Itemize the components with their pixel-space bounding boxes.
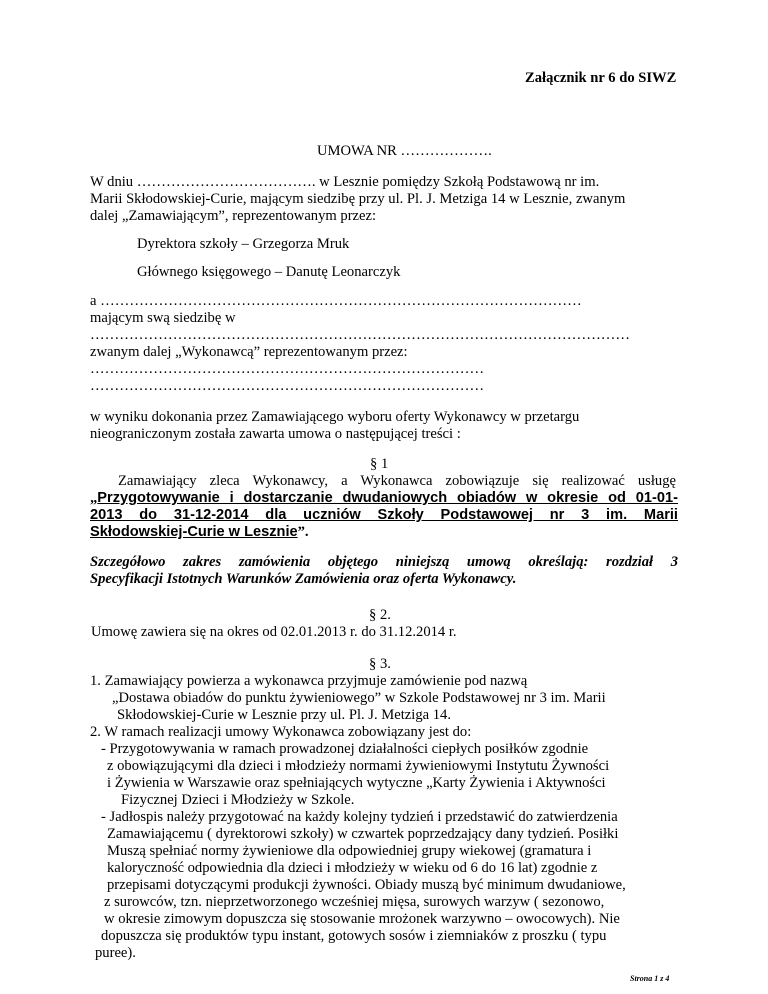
s3-b2-line-6: z surowców, tzn. nieprzetworzonego wcześniej mięsa, surowych warzyw ( sezonowo, xyxy=(104,894,605,910)
s3-p1-line-1: 1. Zamawiający powierza a wykonawca przyjmuje zamówienie pod nazwą xyxy=(90,673,528,689)
attachment-label: Załącznik nr 6 do SIWZ xyxy=(525,70,677,86)
page-number: Strona 1 z 4 xyxy=(630,974,670,983)
service-name-part-3: Skłodowskiej-Curie w Lesznie xyxy=(90,524,298,540)
section-3-heading: § 3. xyxy=(369,656,391,672)
contract-title: UMOWA NR ………………. xyxy=(317,143,492,159)
intro-line-2: Marii Skłodowskiej-Curie, mającym siedzibę przy ul. Pl. J. Metziga 14 w Lesznie, zwanym xyxy=(90,191,626,207)
s3-b2-line-5: przepisami dotyczącymi produkcji żywności. Obiady muszą być minimum dwudaniowe, xyxy=(107,877,626,893)
s3-b2-line-1: - Jadłospis należy przygotować na każdy kolejny tydzień i przedstawić do zatwierdzenia xyxy=(101,809,618,825)
tender-line-2: nieograniczonym została zawarta umowa o następującej treści : xyxy=(90,426,461,442)
s3-b1-line-4: Fizycznej Dzieci i Młodzieży w Szkole. xyxy=(121,792,355,808)
section-2-text: Umowę zawiera się na okres od 02.01.2013 r. do 31.12.2014 r. xyxy=(91,624,457,640)
s3-b2-line-3: Muszą spełniać normy żywieniowe dla odpowiedniej grupy wiekowej (gramatura i xyxy=(107,843,592,859)
section-1-heading: § 1 xyxy=(370,456,389,472)
contractor-line-5: ……………………………………………………………………… xyxy=(90,361,485,377)
s3-b2-line-4: kaloryczność odpowiednia dla dzieci i młodzieży w wieku od 6 do 16 lat) zgodnie z xyxy=(107,860,598,876)
s3-p2: 2. W ramach realizacji umowy Wykonawca zobowiązany jest do: xyxy=(90,724,472,740)
contractor-line-1: a ……………………………………………………………………………………… xyxy=(90,293,582,309)
tender-line-1: w wyniku dokonania przez Zamawiającego wyboru oferty Wykonawcy w przetargu xyxy=(90,409,580,425)
s3-b1-line-2: z obowiązującymi dla dzieci i młodzieży normami żywieniowymi Instytutu Żywności xyxy=(107,758,610,774)
scope-line-2: Specyfikacji Istotnych Warunków Zamówienia oraz oferta Wykonawcy. xyxy=(90,571,517,587)
s3-p1-line-3: Skłodowskiej-Curie w Lesznie przy ul. Pl. J. Metziga 14. xyxy=(117,707,451,723)
section-2-heading: § 2. xyxy=(369,607,391,623)
section-1-line-4 xyxy=(90,524,309,541)
s3-b2-line-9: puree). xyxy=(95,945,136,961)
intro-line-3: dalej „Zamawiającym”, reprezentowanym przez: xyxy=(90,208,377,224)
s3-b2-line-7: w okresie zimowym dopuszcza się stosowanie mrożonek warzywno – owocowych). Nie xyxy=(104,911,620,927)
s3-b1-line-3: i Żywienia w Warszawie oraz spełniających wytyczne „Karty Żywienia i Aktywności xyxy=(107,775,606,791)
close-quote: ”. xyxy=(297,524,309,540)
section-1-line-3: 2013 do 31-12-2014 dla uczniów Szkoły Podstawowej nr 3 im. Marii xyxy=(90,507,678,523)
s3-p1-line-2: „Dostawa obiadów do punktu żywieniowego” w Szkole Podstawowej nr 3 im. Marii xyxy=(112,690,606,706)
s3-b2-line-2: Zamawiającemu ( dyrektorowi szkoły) w czwartek poprzedzający dany tydzień. Posiłki xyxy=(107,826,619,842)
contractor-line-6: ……………………………………………………………………… xyxy=(90,378,485,394)
intro-line-1: W dniu ………………………………. w Lesznie pomiędzy Szkołą Podstawową nr im. xyxy=(90,174,600,190)
contractor-line-2: mającym swą siedzibę w xyxy=(90,310,236,326)
contractor-line-4: zwanym dalej „Wykonawcą” reprezentowanym przez: xyxy=(90,344,408,360)
rep-director: Dyrektora szkoły – Grzegorza Mruk xyxy=(137,236,350,252)
service-name-part-1: Przygotowywanie i dostarczanie dwudaniowych obiadów w okresie od 01-01- xyxy=(97,490,678,506)
contractor-line-3: ………………………………………………………………………………………………… xyxy=(90,327,630,343)
open-quote: „ xyxy=(90,490,98,506)
section-1-line-2 xyxy=(90,490,678,507)
section-1-line-1: Zamawiający zleca Wykonawcy, a Wykonawca zobowiązuje się realizować usługę xyxy=(118,473,676,489)
s3-b1-line-1: - Przygotowywania w ramach prowadzonej działalności ciepłych posiłków zgodnie xyxy=(101,741,589,757)
scope-line-1: Szczegółowo zakres zamówienia objętego niniejszą umową określają: rozdział 3 xyxy=(90,554,678,570)
s3-b2-line-8: dopuszcza się produktów typu instant, gotowych sosów i ziemniaków z proszku ( typu xyxy=(101,928,607,944)
rep-accountant: Głównego księgowego – Danutę Leonarczyk xyxy=(137,264,401,280)
